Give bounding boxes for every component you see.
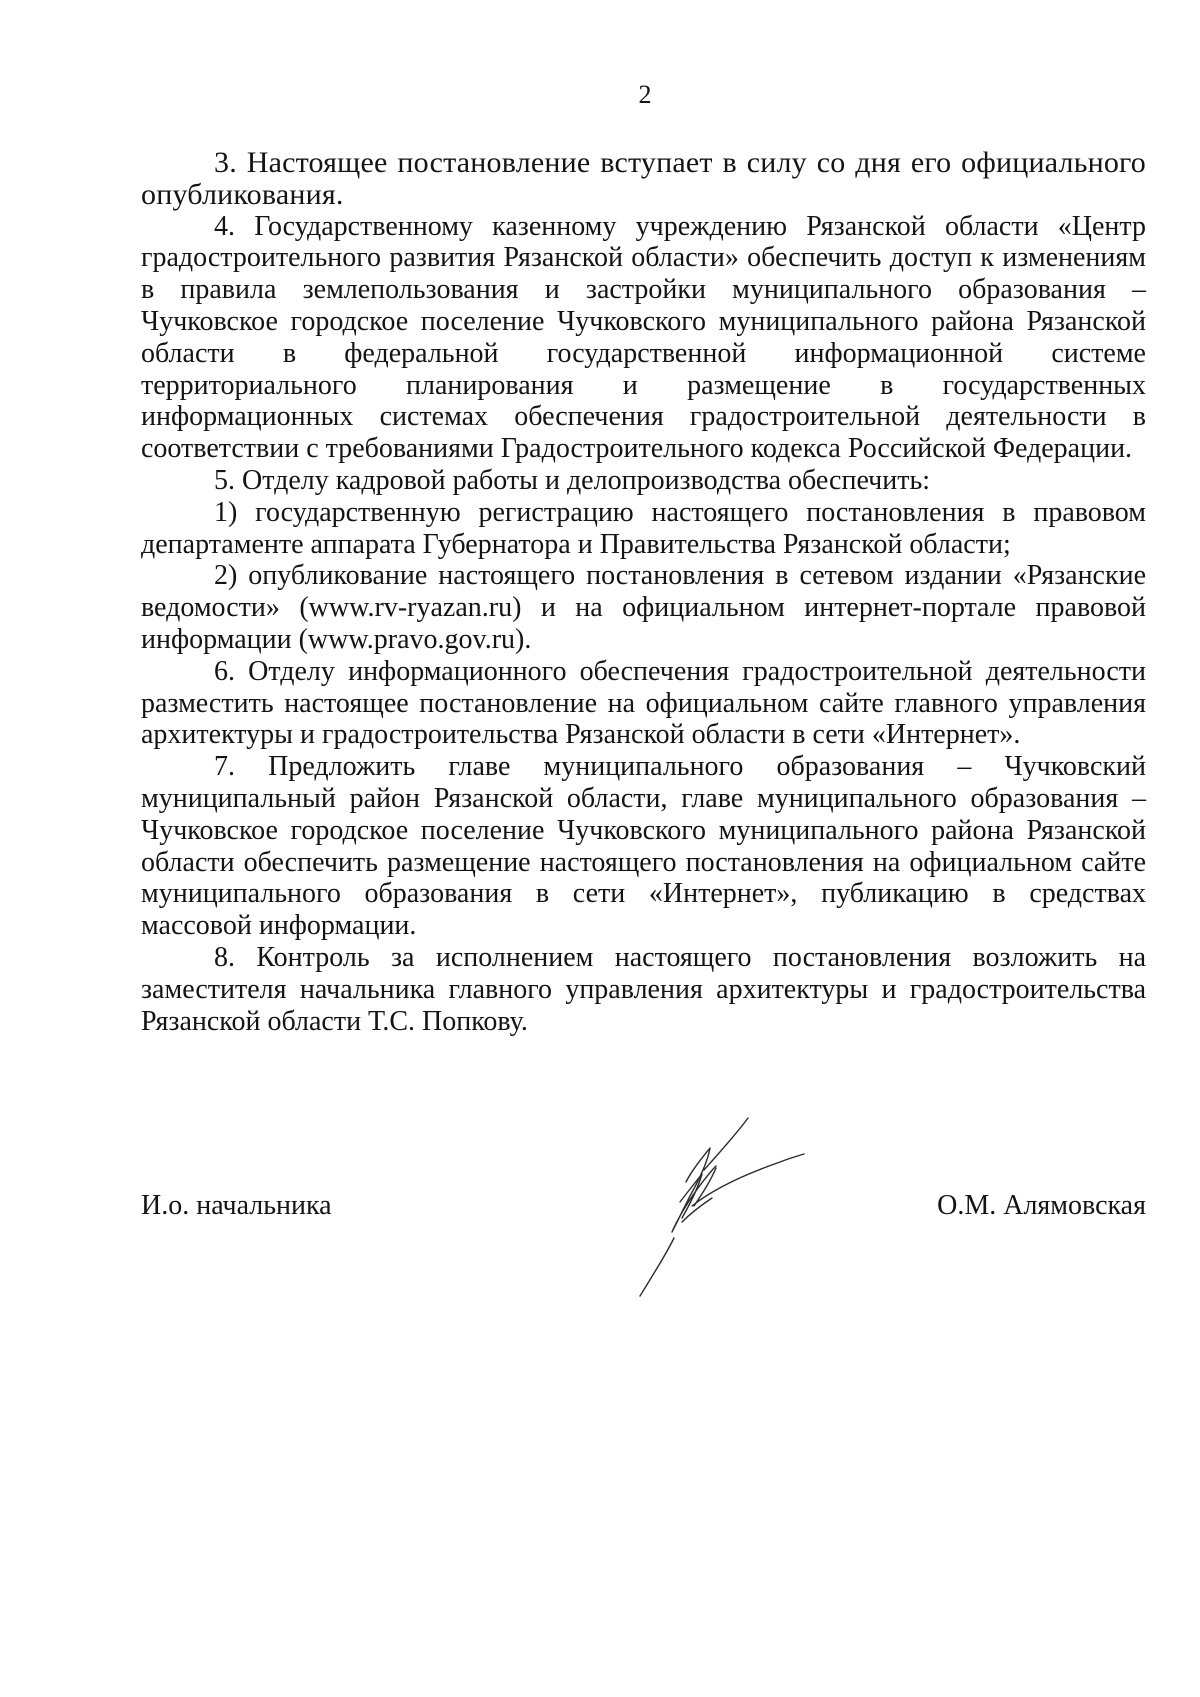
paragraph-5-item-1: 1) государственную регистрацию настоящего постановления в правовом департаменте аппарата Губернатора и Правительства Рязанской области;	[141, 496, 1146, 560]
signer-title: И.о. начальника	[141, 1190, 332, 1221]
paragraph-8: 8. Контроль за исполнением настоящего постановления возложить на заместителя начальника главного управления архитектуры и градостроительства Рязанской области Т.С. Попкову.	[141, 941, 1146, 1037]
paragraph-3: 3. Настоящее постановление вступает в силу со дня его официального опубликования.	[141, 146, 1146, 211]
handwritten-signature	[620, 1110, 810, 1300]
paragraph-7: 7. Предложить главе муниципального образования – Чучковский муниципальный район Рязанской области, главе муниципального образования – Чучковское городское поселение Чучковского муниципального района Рязанской области обеспечить размещение настоящего постановления на официальном сайте муниципального образования в сети «Интернет», публикацию в средствах массовой информации.	[141, 751, 1146, 942]
paragraph-5: 5. Отделу кадровой работы и делопроизводства обеспечить:	[214, 464, 931, 496]
signer-name: О.М. Алямовская	[937, 1190, 1146, 1221]
paragraph-4: 4. Государственному казенному учреждению Рязанской области «Центр градостроительного развития Рязанской области» обеспечить доступ к изменениям в правила землепользования и застройки муниципального образования – Чучковское городское поселение Чучковского муниципального района Рязанской области в федеральной государственной информационной системе территориального планирования и размещение в государственных информационных системах обеспечения градостроительной деятельности в соответствии с требованиями Градостроительного кодекса Российской Федерации.	[141, 210, 1146, 465]
paragraph-6: 6. Отделу информационного обеспечения градостроительной деятельности разместить настоящее постановление на официальном сайте главного управления архитектуры и градостроительства Рязанской области в сети «Интернет».	[141, 655, 1146, 751]
document-body	[141, 147, 1146, 1037]
page-number: 2	[638, 80, 652, 109]
paragraph-5-item-2: 2) опубликование настоящего постановления в сетевом издании «Рязанские ведомости» (www.rv-ryazan.ru) и на официальном интернет-портале правовой информации (www.pravo.gov.ru).	[141, 560, 1146, 655]
